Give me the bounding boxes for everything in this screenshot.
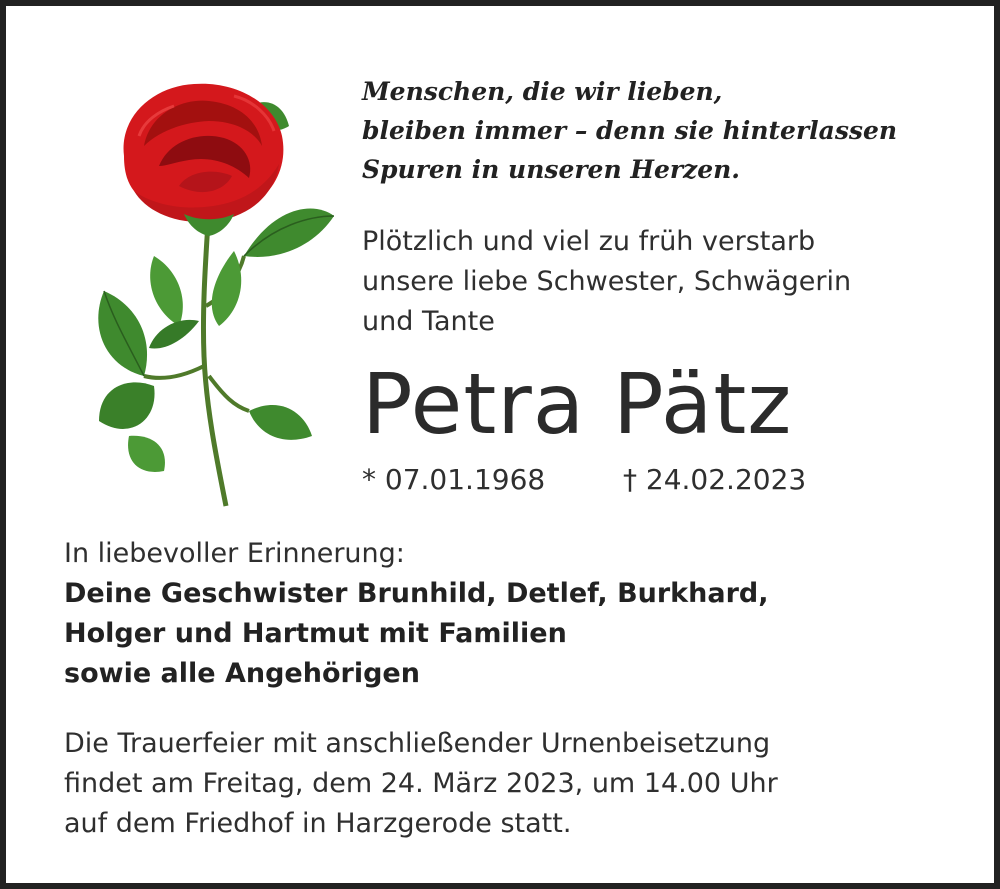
- rose-icon: [84, 76, 344, 516]
- motto-line: Spuren in unseren Herzen.: [362, 155, 741, 184]
- birth-date: * 07.01.1968: [362, 463, 546, 496]
- intro-text: [362, 222, 982, 342]
- memory-lead: In liebevoller Erinnerung:: [64, 538, 405, 569]
- motto-quote: [362, 72, 982, 189]
- death-date: † 24.02.2023: [623, 463, 807, 496]
- service-line: Die Trauerfeier mit anschließender Urnenbeisetzung: [64, 728, 771, 759]
- intro-line: Plötzlich und viel zu früh verstarb: [362, 226, 816, 257]
- mourners-line: Holger und Hartmut mit Familien: [64, 618, 567, 649]
- motto-line: bleiben immer – denn sie hinterlassen: [362, 116, 898, 145]
- motto-line: Menschen, die wir lieben,: [362, 77, 723, 106]
- funeral-service-info: [64, 724, 964, 844]
- mourners-line: sowie alle Angehörigen: [64, 658, 420, 689]
- intro-line: und Tante: [362, 306, 495, 337]
- service-line: auf dem Friedhof in Harzgerode statt.: [64, 808, 572, 839]
- service-line: findet am Freitag, dem 24. März 2023, um 14.00 Uhr: [64, 768, 778, 799]
- life-dates: [362, 460, 807, 500]
- intro-line: unsere liebe Schwester, Schwägerin: [362, 266, 852, 297]
- mourners-block: [64, 534, 964, 694]
- deceased-name: Petra Pätz: [362, 355, 793, 453]
- mourners-line: Deine Geschwister Brunhild, Detlef, Burkhard,: [64, 578, 769, 609]
